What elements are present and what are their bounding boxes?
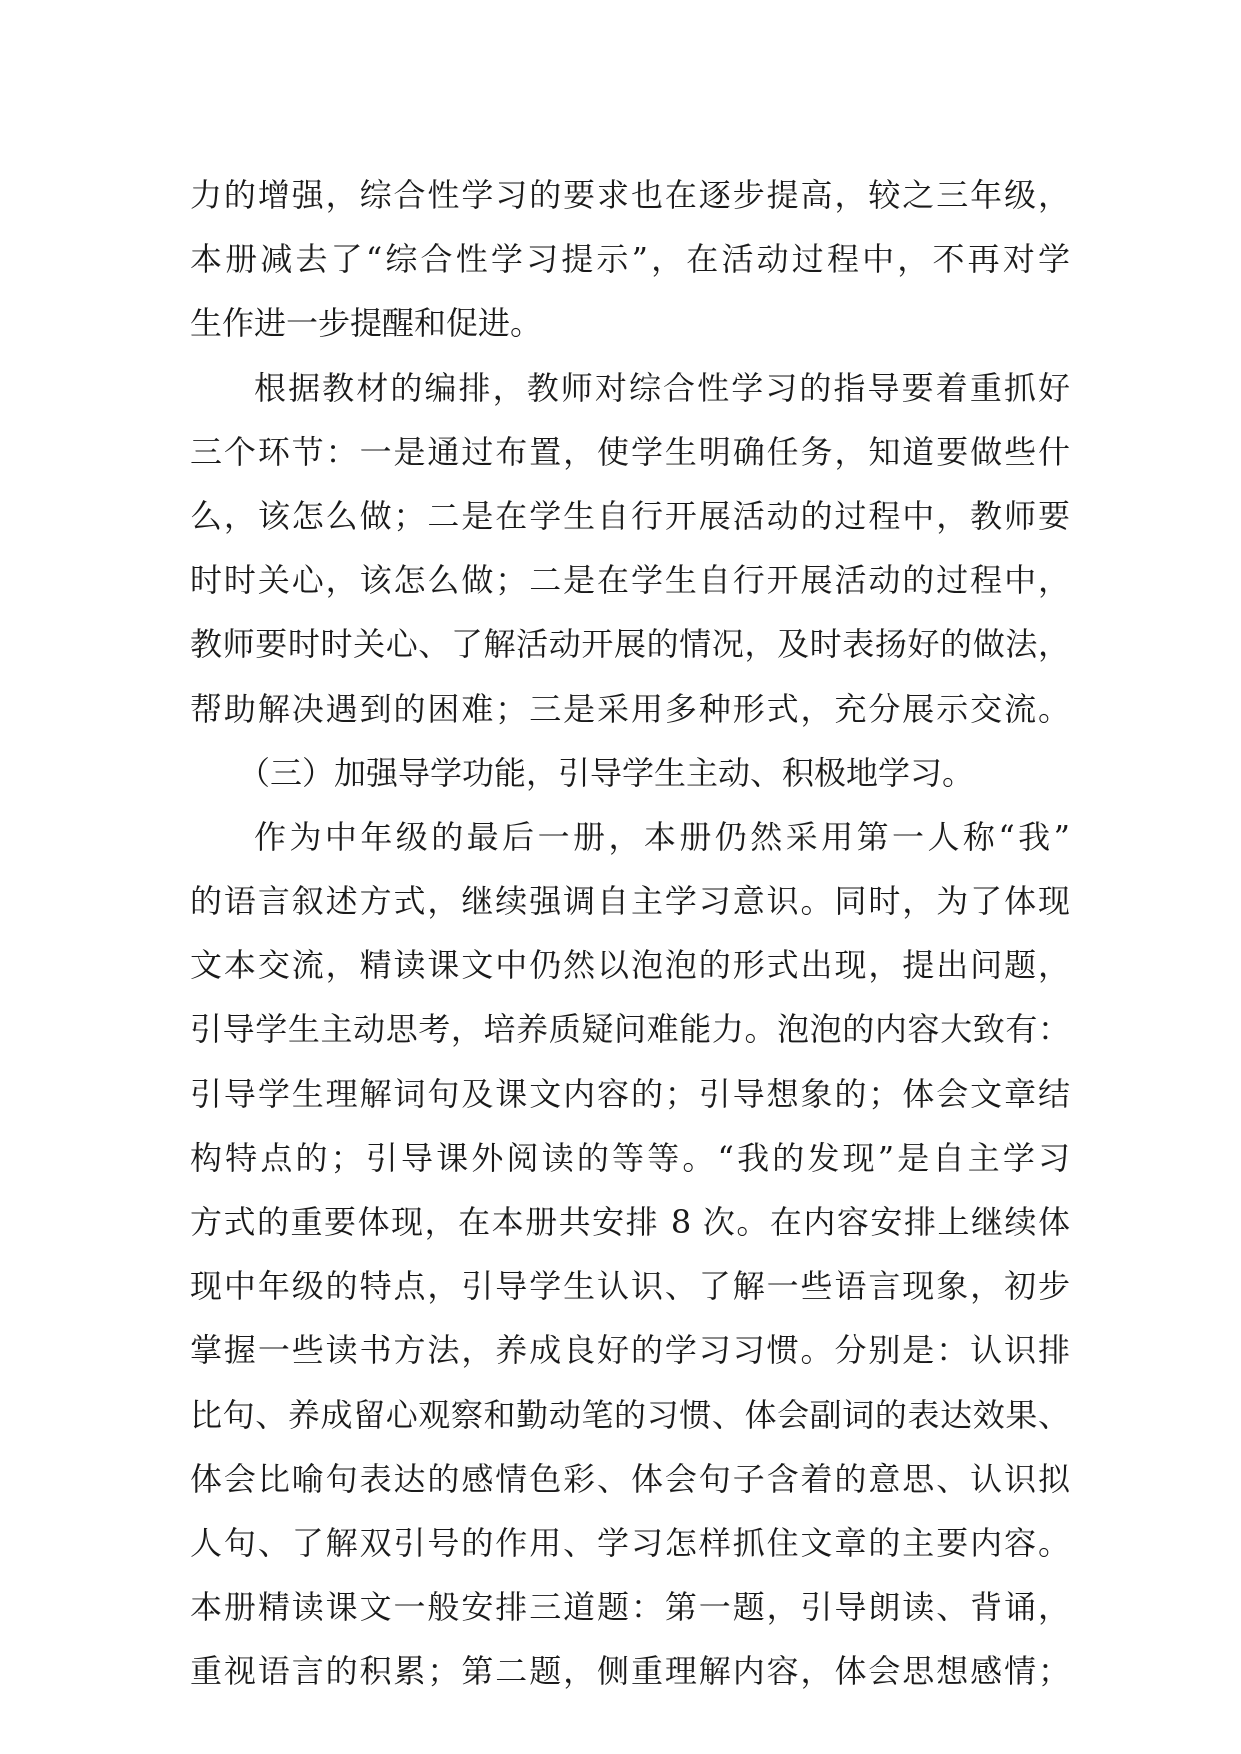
- text-line: 构特点的；引导课外阅读的等等。“我的发现”是自主学习: [190, 1138, 1070, 1177]
- text-line: 方式的重要体现，在本册共安排 8 次。在内容安排上继续体: [190, 1203, 1070, 1241]
- text-line: 本册精读课文一般安排三道题：第一题，引导朗读、背诵，: [190, 1588, 1070, 1627]
- text-line: 掌握一些读书方法，养成良好的学习习惯。分别是：认识排: [190, 1331, 1070, 1370]
- section-heading: （三）加强导学功能，引导学生主动、积极地学习。: [238, 753, 975, 792]
- paragraph-first-line: 根据教材的编排，教师对综合性学习的指导要着重抓好: [254, 368, 1070, 407]
- text-line: 本册减去了“综合性学习提示”，在活动过程中，不再对学: [190, 240, 1070, 279]
- text-line: 教师要时时关心、了解活动开展的情况，及时表扬好的做法，: [190, 625, 1070, 664]
- text-line: 体会比喻句表达的感情色彩、体会句子含着的意思、认识拟: [190, 1459, 1070, 1498]
- document-body: [190, 163, 1070, 1704]
- text-line: 生作进一步提醒和促进。: [190, 304, 543, 343]
- text-line: 的语言叙述方式，继续强调自主学习意识。同时，为了体现: [190, 882, 1070, 921]
- text-line: 重视语言的积累；第二题，侧重理解内容，体会思想感情；: [190, 1652, 1070, 1691]
- text-line: 时时关心，该怎么做；二是在学生自行开展活动的过程中，: [190, 561, 1070, 600]
- text-line: 力的增强，综合性学习的要求也在逐步提高，较之三年级，: [190, 176, 1070, 214]
- text-line: 引导学生主动思考，培养质疑问难能力。泡泡的内容大致有：: [190, 1010, 1070, 1049]
- text-line: 么，该怎么做；二是在学生自行开展活动的过程中，教师要: [190, 496, 1070, 535]
- text-line: 三个环节：一是通过布置，使学生明确任务，知道要做些什: [190, 432, 1070, 471]
- text-line: 帮助解决遇到的困难；三是采用多种形式，充分展示交流。: [190, 689, 1070, 728]
- text-line: 比句、养成留心观察和勤动笔的习惯、体会副词的表达效果、: [190, 1395, 1070, 1434]
- text-line: 人句、了解双引号的作用、学习怎样抓住文章的主要内容。: [190, 1523, 1070, 1562]
- text-line: 引导学生理解词句及课文内容的；引导想象的；体会文章结: [190, 1074, 1070, 1113]
- text-line: 文本交流，精读课文中仍然以泡泡的形式出现，提出问题，: [190, 946, 1070, 985]
- paragraph-first-line: 作为中年级的最后一册，本册仍然采用第一人称“我”: [254, 817, 1070, 856]
- text-line: 现中年级的特点，引导学生认识、了解一些语言现象，初步: [190, 1267, 1070, 1306]
